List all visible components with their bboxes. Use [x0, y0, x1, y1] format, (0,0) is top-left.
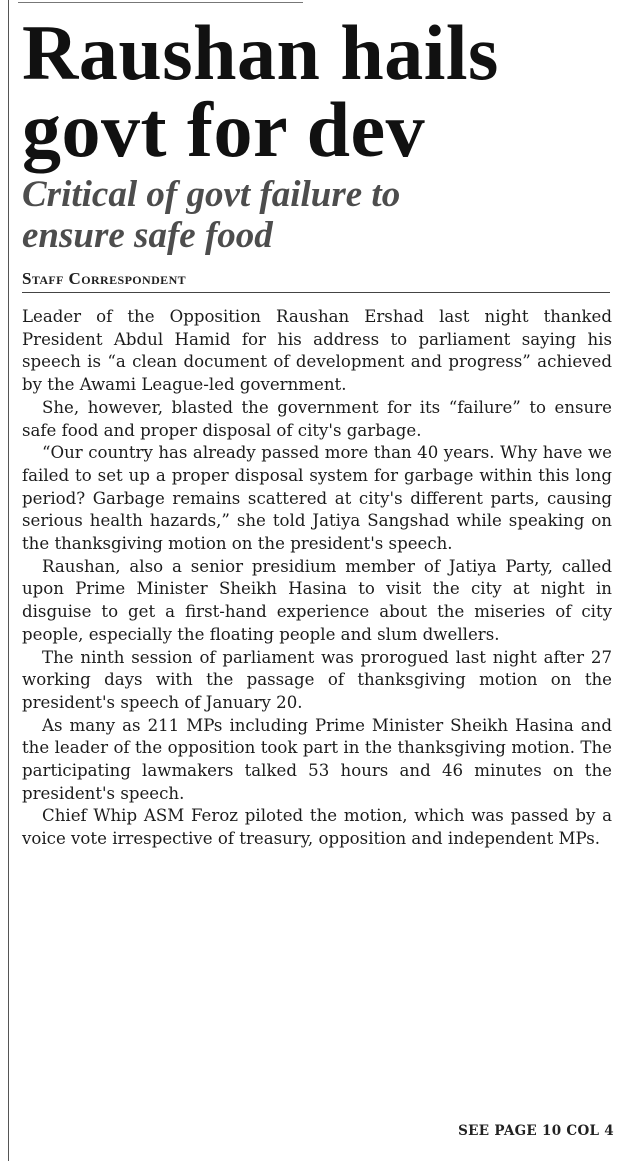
headline-line-1: Raushan hails — [22, 9, 499, 96]
continuation-note: SEE PAGE 10 COL 4 — [458, 1123, 614, 1139]
subheadline-line-2: ensure safe food — [22, 215, 273, 256]
paragraph-2: She, however, blasted the government for its “failure” to ensure safe food and proper disposal of city's garbage. — [22, 397, 612, 440]
byline-text: Staff Correspondent — [22, 269, 187, 288]
top-rule — [18, 2, 303, 3]
paragraph-4: Raushan, also a senior presidium member of Jatiya Party, called upon Prime Minister Sheikh Hasina to visit the city at night in disguise to get a first-hand experience about the miseries of city people, especially the floating people and slum dwellers. — [22, 556, 612, 644]
headline — [22, 9, 614, 173]
subheadline-line-1: Critical of govt failure to — [22, 174, 401, 215]
paragraph-5: The ninth session of parliament was prorogued last night after 27 working days with the passage of thanksgiving motion on the president's speech of January 20. — [22, 647, 612, 712]
headline-line-2: govt for dev — [22, 86, 426, 173]
byline — [22, 270, 610, 293]
paragraph-1: Leader of the Opposition Raushan Ershad last night thanked President Abdul Hamid for his address to parliament saying his speech is “a clean document of development and progress” achieved by the Awami League-led government. — [22, 307, 612, 395]
paragraph-7: Chief Whip ASM Feroz piloted the motion, which was passed by a voice vote irrespective of treasury, opposition and independent MPs. — [22, 806, 612, 849]
news-article — [22, 9, 614, 851]
column-rule — [8, 0, 9, 1161]
paragraph-6: As many as 211 MPs including Prime Minister Sheikh Hasina and the leader of the opposition took part in the thanksgiving motion. The participating lawmakers talked 53 hours and 46 minutes on the president's speech. — [22, 715, 612, 803]
subheadline — [22, 174, 614, 256]
paragraph-3: “Our country has already passed more than 40 years. Why have we failed to set up a proper disposal system for garbage within this long period? Garbage remains scattered at city's different parts, causing serious health hazards,” she told Jatiya Sangshad while speaking on the thanksgiving motion on the president's speech. — [22, 443, 612, 554]
article-body — [22, 306, 612, 851]
